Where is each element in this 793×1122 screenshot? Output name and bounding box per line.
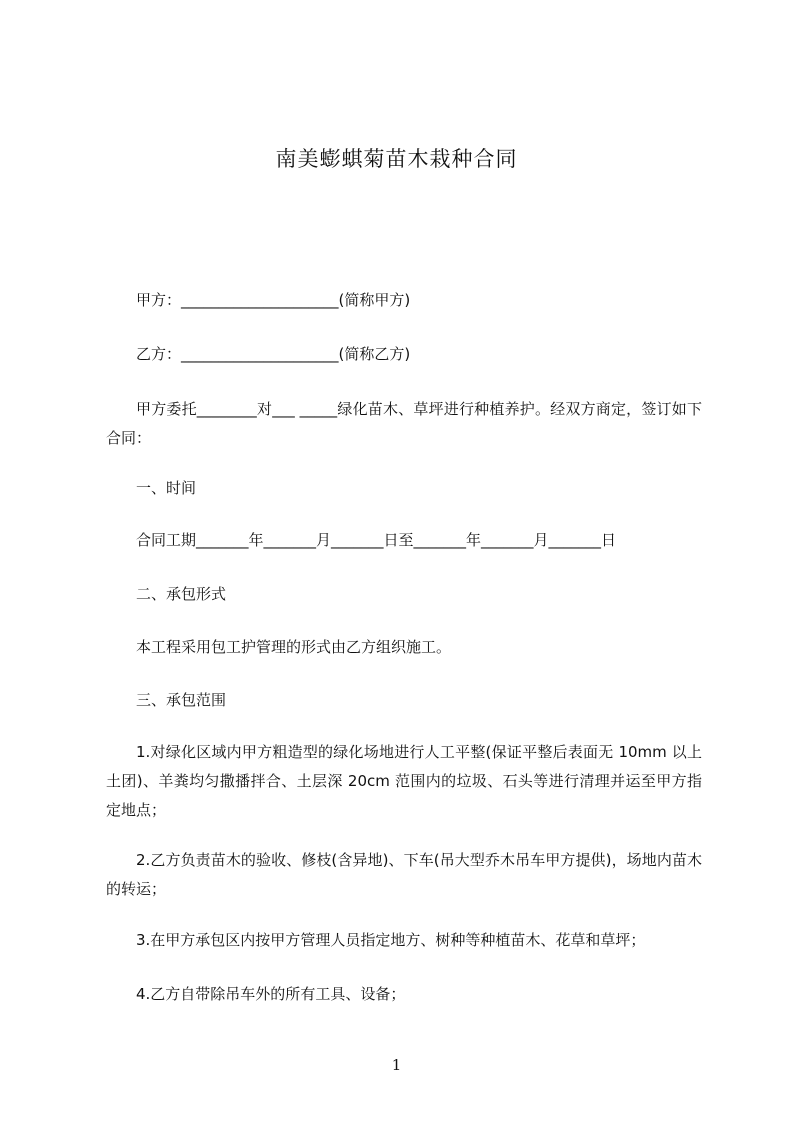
section-2-heading: 二、承包形式 (136, 585, 227, 603)
section-3-item-4: 4.乙方自带除吊车外的所有工具、设备； (136, 985, 406, 1003)
page-number: 1 (391, 1056, 402, 1074)
section-3-heading: 三、承包范围 (136, 691, 227, 709)
section-2-text: 本工程采用包工护管理的形式由乙方组织施工。 (136, 638, 452, 656)
contract-term-line: 合同工期_______年_______月_______日至_______年_______月_______日 (136, 531, 617, 549)
party-b-line: 乙方：_____________________(简称乙方) (136, 345, 411, 363)
section-3-item-3: 3.在甲方承包区内按甲方管理人员指定地方、树种等种植苗木、花草和草坪； (136, 931, 646, 949)
section-1-heading: 一、时间 (136, 479, 197, 497)
document-title: 南美蟛蜞菊苗木栽种合同 (275, 147, 518, 171)
party-a-line: 甲方：_____________________(简称甲方) (136, 291, 411, 309)
section-3-item-1: 1.对绿化区域内甲方粗造型的绿化场地进行人工平整(保证平整后表面无 10mm 以上土团)、羊粪均匀撒播拌合、土层深 20cm 范围内的垃圾、石头等进行清理并运至甲方指定地点； (106, 743, 702, 819)
intro-paragraph: 甲方委托________对___ _____绿化苗木、草坪进行种植养护。经双方商定，签订如下合同： (106, 400, 702, 447)
section-3-item-2: 2.乙方负责苗木的验收、修枝(含异地)、下车(吊大型乔木吊车甲方提供)，场地内苗木的转运； (106, 851, 702, 898)
